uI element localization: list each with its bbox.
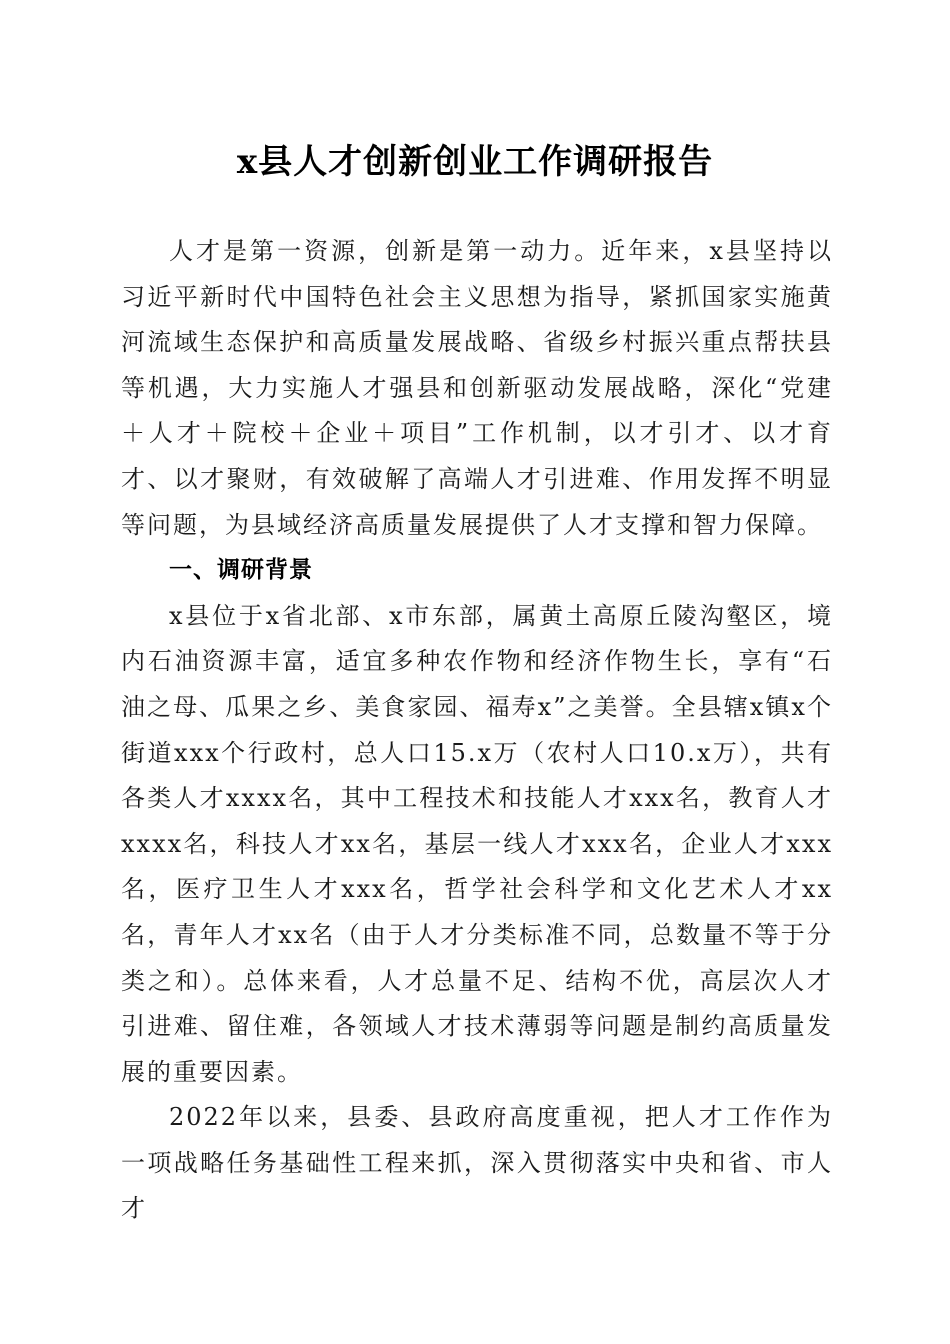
document-title: x县人才创新创业工作调研报告: [236, 142, 714, 182]
paragraph-since-2022: 2022年以来，县委、县政府高度重视，把人才工作作为一项战略任务基础性工程来抓，深入贯彻落实中央和省、市人才: [121, 1103, 833, 1223]
section-heading-research-background: 一、调研背景: [169, 557, 313, 584]
paragraph-intro: 人才是第一资源，创新是第一动力。近年来，x县坚持以习近平新时代中国特色社会主义思想为指导，紧抓国家实施黄河流域生态保护和高质量发展战略、省级乡村振兴重点帮扶县等机遇，大力实施人才强县和创新驱动发展战略，深化“党建＋人才＋院校＋企业＋项目”工作机制，以才引才、以才育才、以才聚财，有效破解了高端人才引进难、作用发挥不明显等问题，为县域经济高质量发展提供了人才支撑和智力保障。: [121, 237, 833, 539]
paragraph-county-overview: x县位于x省北部、x市东部，属黄土高原丘陵沟壑区，境内石油资源丰富，适宜多种农作物和经济作物生长，享有“石油之母、瓜果之乡、美食家园、福寿x”之美誉。全县辖x镇x个街道xxx个行政村，总人口15.x万（农村人口10.x万），共有各类人才xxxx名，其中工程技术和技能人才xxx名，教育人才xxxx名，科技人才xx名，基层一线人才xxx名，企业人才xxx名，医疗卫生人才xxx名，哲学社会科学和文化艺术人才xx名，青年人才xx名（由于人才分类标准不同，总数量不等于分类之和）。总体来看，人才总量不足、结构不优，高层次人才引进难、留住难，各领域人才技术薄弱等问题是制约高质量发展的重要因素。: [121, 601, 833, 1086]
document-body: [121, 229, 833, 1232]
